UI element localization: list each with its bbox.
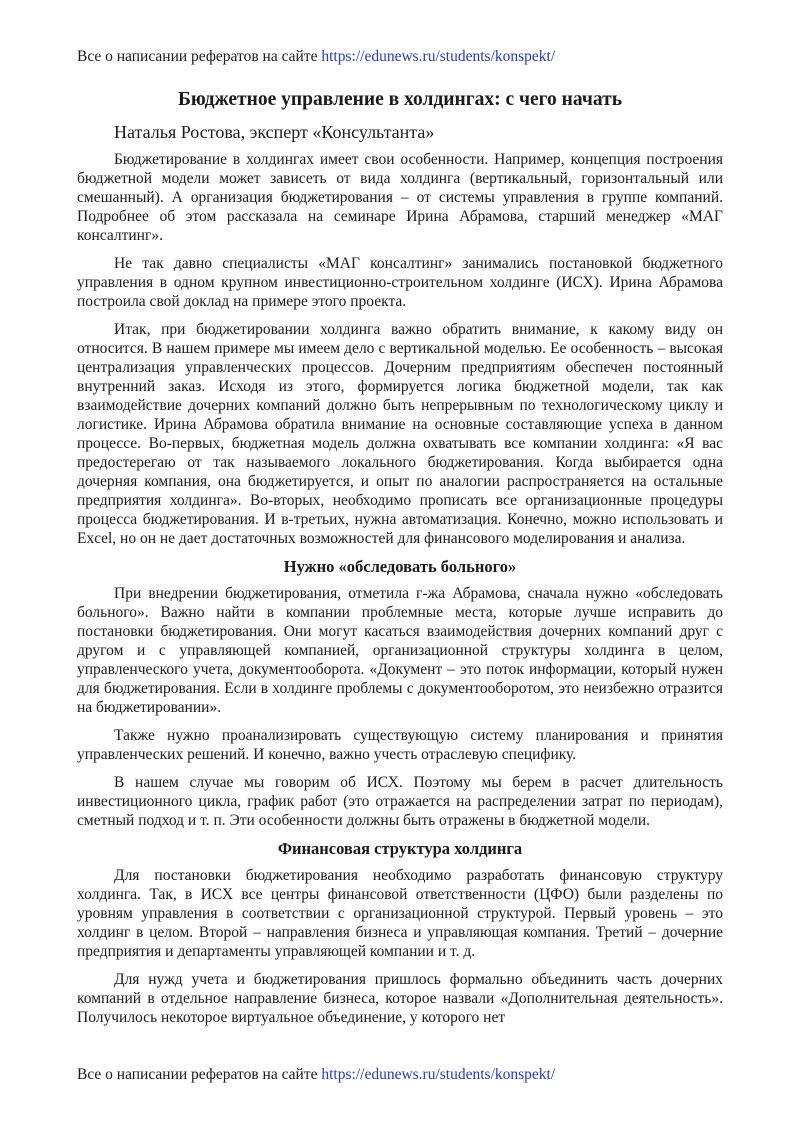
paragraph: Для постановки бюджетирования необходимо разработать финансовую структуру холдинга. Так, в ИСХ все центры финансовой ответственности (ЦФО) были разделены по уровням управления в соответствии с организационной структурой. Первый уровень – это холдинг в целом. Второй – направления бизнеса и управляющая компания. Третий – дочерние предприятия и департаменты управляющей компании и т. д. bbox=[77, 867, 723, 960]
header-text: Все о написании рефератов на сайте bbox=[77, 48, 318, 65]
page-footer bbox=[77, 1065, 555, 1085]
footer-text: Все о написании рефератов на сайте bbox=[77, 1066, 318, 1083]
paragraph: При внедрении бюджетирования, отметила г-жа Абрамова, сначала нужно «обследовать больного». Важно найти в компании проблемные места, которые лучше исправить до постановки бюджетирования. Они могут касаться взаимодействия дочерних компаний друг с другом и с управляющей компанией, организационной структуры холдинга в целом, управленческого учета, документооборота. «Документ – это поток информации, который нужен для бюджетирования. Если в холдинге проблемы с документооборотом, это неизбежно отразится на бюджетировании». bbox=[77, 585, 723, 716]
section-heading: Нужно «обследовать больного» bbox=[283, 557, 517, 576]
paragraph: В нашем случае мы говорим об ИСХ. Поэтому мы берем в расчет длительность инвестиционного цикла, график работ (это отражается на распределении затрат по периодам), сметный подход и т. п. Эти особенности должны быть отражены в бюджетной модели. bbox=[77, 774, 723, 829]
footer-link[interactable]: https://edunews.ru/students/konspekt/ bbox=[321, 1066, 556, 1083]
author-line: Наталья Ростова, эксперт «Консультанта» bbox=[114, 122, 435, 142]
section-heading: Финансовая структура холдинга bbox=[277, 839, 523, 858]
page-header bbox=[77, 47, 555, 67]
paragraph: Бюджетирование в холдингах имеет свои особенности. Например, концепция построения бюджетной модели может зависеть от вида холдинга (вертикальный, горизонтальный или смешанный). А организация бюджетирования – от системы управления в группе компаний. Подробнее об этом рассказала на семинаре Ирина Абрамова, старший менеджер «МАГ консалтинг». bbox=[77, 151, 723, 244]
header-link[interactable]: https://edunews.ru/students/konspekt/ bbox=[321, 48, 556, 65]
document-body bbox=[77, 87, 723, 1027]
document-title: Бюджетное управление в холдингах: с чего начать bbox=[177, 89, 623, 110]
paragraph: Не так давно специалисты «МАГ консалтинг» занимались постановкой бюджетного управления в одном крупном инвестиционно-строительном холдинге (ИСХ). Ирина Абрамова построила свой доклад на примере этого проекта. bbox=[77, 255, 723, 310]
paragraph: Также нужно проанализировать существующую систему планирования и принятия управленческих решений. И конечно, важно учесть отраслевую специфику. bbox=[77, 727, 723, 763]
paragraph: Для нужд учета и бюджетирования пришлось формально объединить часть дочерних компаний в отдельное направление бизнеса, которое назвали «Дополнительная деятельность». Получилось некоторое виртуальное объединение, у которого нет bbox=[77, 971, 723, 1026]
paragraph: Итак, при бюджетировании холдинга важно обратить внимание, к какому виду он относится. В нашем примере мы имеем дело с вертикальной моделью. Ее особенность – высокая централизация управленческих процессов. Дочерним предприятиям обеспечен постоянный внутренний заказ. Исходя из этого, формируется логика бюджетной модели, так как взаимодействие дочерних компаний должно быть непрерывным по технологическому циклу и логистике. Ирина Абрамова обратила внимание на основные составляющие успеха в данном процессе. Во-первых, бюджетная модель должна охватывать все компании холдинга: «Я вас предостерегаю от так называемого локального бюджетирования. Когда выбирается одна дочерняя компания, она бюджетируется, и опыт по аналогии распространяется на остальные предприятия холдинга». Во-вторых, необходимо прописать все организационные процедуры процесса бюджетирования. И в-третьих, нужна автоматизация. Конечно, можно использовать и Excel, но он не дает достаточных возможностей для финансового моделирования и анализа. bbox=[77, 321, 723, 547]
